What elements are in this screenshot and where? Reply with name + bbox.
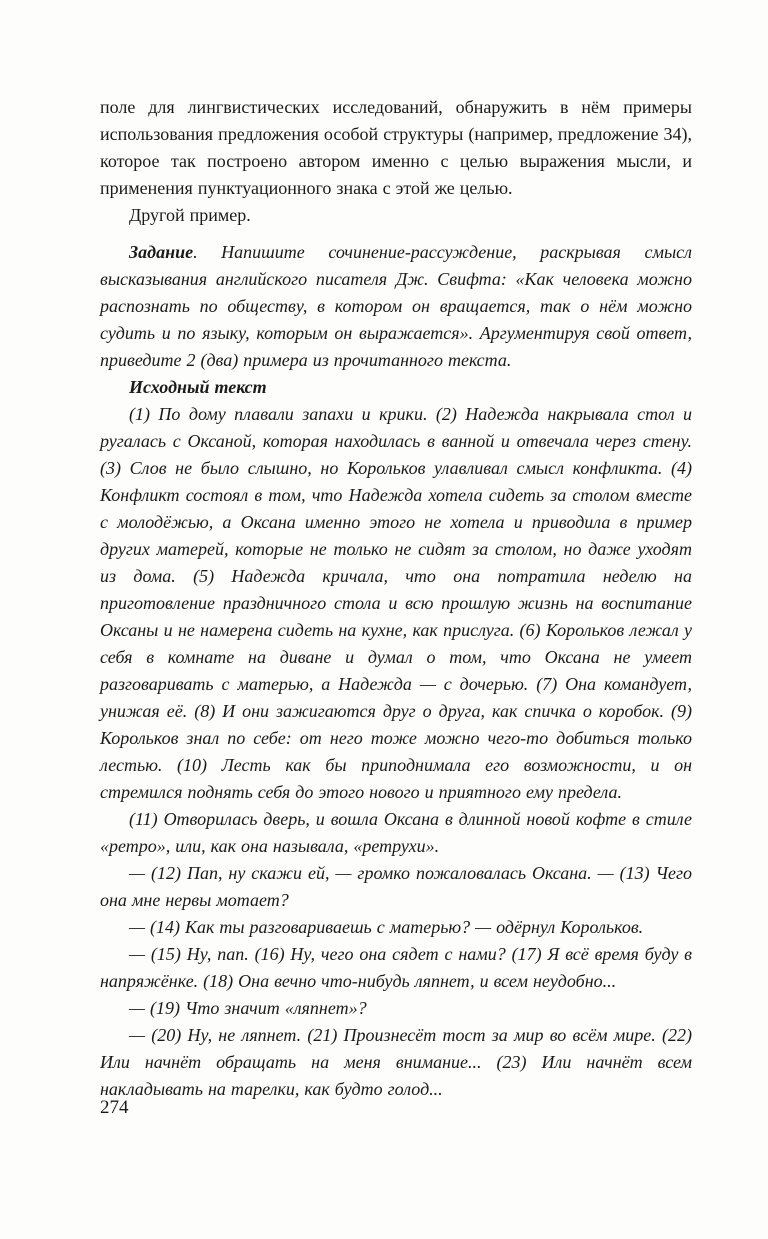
page-number: 274 [100, 1097, 129, 1118]
source-paragraph-7: — (20) Ну, не ляпнет. (21) Произнесёт тост за мир во всём мире. (22) Или начнёт обращать на меня внимание... (23) Или начнёт всем накладывать на тарелки, как будто голод... [100, 1025, 692, 1099]
paragraph-other-example: Другой пример. [129, 205, 251, 225]
paragraph-continuation: поле для лингвистических исследований, обнаружить в нём примеры использования предложения особой структуры (например, предложение 34), которое так построено автором именно с целью выражения мысли, и применения пунктуационного знака с этой же целью. [100, 97, 692, 198]
task-text: . Напишите сочинение-рассуждение, раскрывая смысл высказывания английского писателя Дж. Свифта: «Как человека можно распознать по обществу, в котором он вращается, так о нём можно судить и по языку, которым он выражается». Аргументируя свой ответ, приведите 2 (два) примера из прочитанного текста. [100, 242, 692, 370]
source-paragraph-6: — (19) Что значит «ляпнет»? [129, 998, 367, 1018]
task-paragraph [100, 239, 692, 374]
page-text [100, 94, 692, 1103]
source-paragraph-5: — (15) Ну, пап. (16) Ну, чего она сядет с нами? (17) Я всё время буду в напряжёнке. (18) Она вечно что-нибудь ляпнет, и всем неудобно... [100, 944, 692, 991]
source-paragraph-2: (11) Отворилась дверь, и вошла Оксана в длинной новой кофте в стиле «ретро», или, как она называла, «ретрухи». [100, 809, 692, 856]
source-paragraph-3: — (12) Пап, ну скажи ей, — громко пожаловалась Оксана. — (13) Чего она мне нервы мотает? [100, 863, 692, 910]
source-text-heading: Исходный текст [129, 377, 267, 397]
source-paragraph-4: — (14) Как ты разговариваешь с матерью? — одёрнул Корольков. [129, 917, 644, 937]
source-paragraph-1: (1) По дому плавали запахи и крики. (2) Надежда накрывала стол и ругалась с Оксаной, которая находилась в ванной и отвечала через стену. (3) Слов не было слышно, но Корольков улавливал смысл конфликта. (4) Конфликт состоял в том, что Надежда хотела сидеть за столом вместе с молодёжью, а Оксана именно этого не хотела и приводила в пример других матерей, которые не только не сидят за столом, но даже уходят из дома. (5) Надежда кричала, что она потратила неделю на приготовление праздничного стола и всю прошлую жизнь на воспитание Оксаны и не намерена сидеть на кухне, как прислуга. (6) Корольков лежал у себя в комнате на диване и думал о том, что Оксана не умеет разговаривать с матерью, а Надежда — с дочерью. (7) Она командует, унижая её. (8) И они зажигаются друг о друга, как спичка о коробок. (9) Корольков знал по себе: от него тоже можно чего-то добиться только лестью. (10) Лесть как бы приподнимала его возможности, и он стремился поднять себя до этого нового и приятного ему предела. [100, 404, 692, 802]
task-lead-word: Задание [129, 242, 194, 262]
